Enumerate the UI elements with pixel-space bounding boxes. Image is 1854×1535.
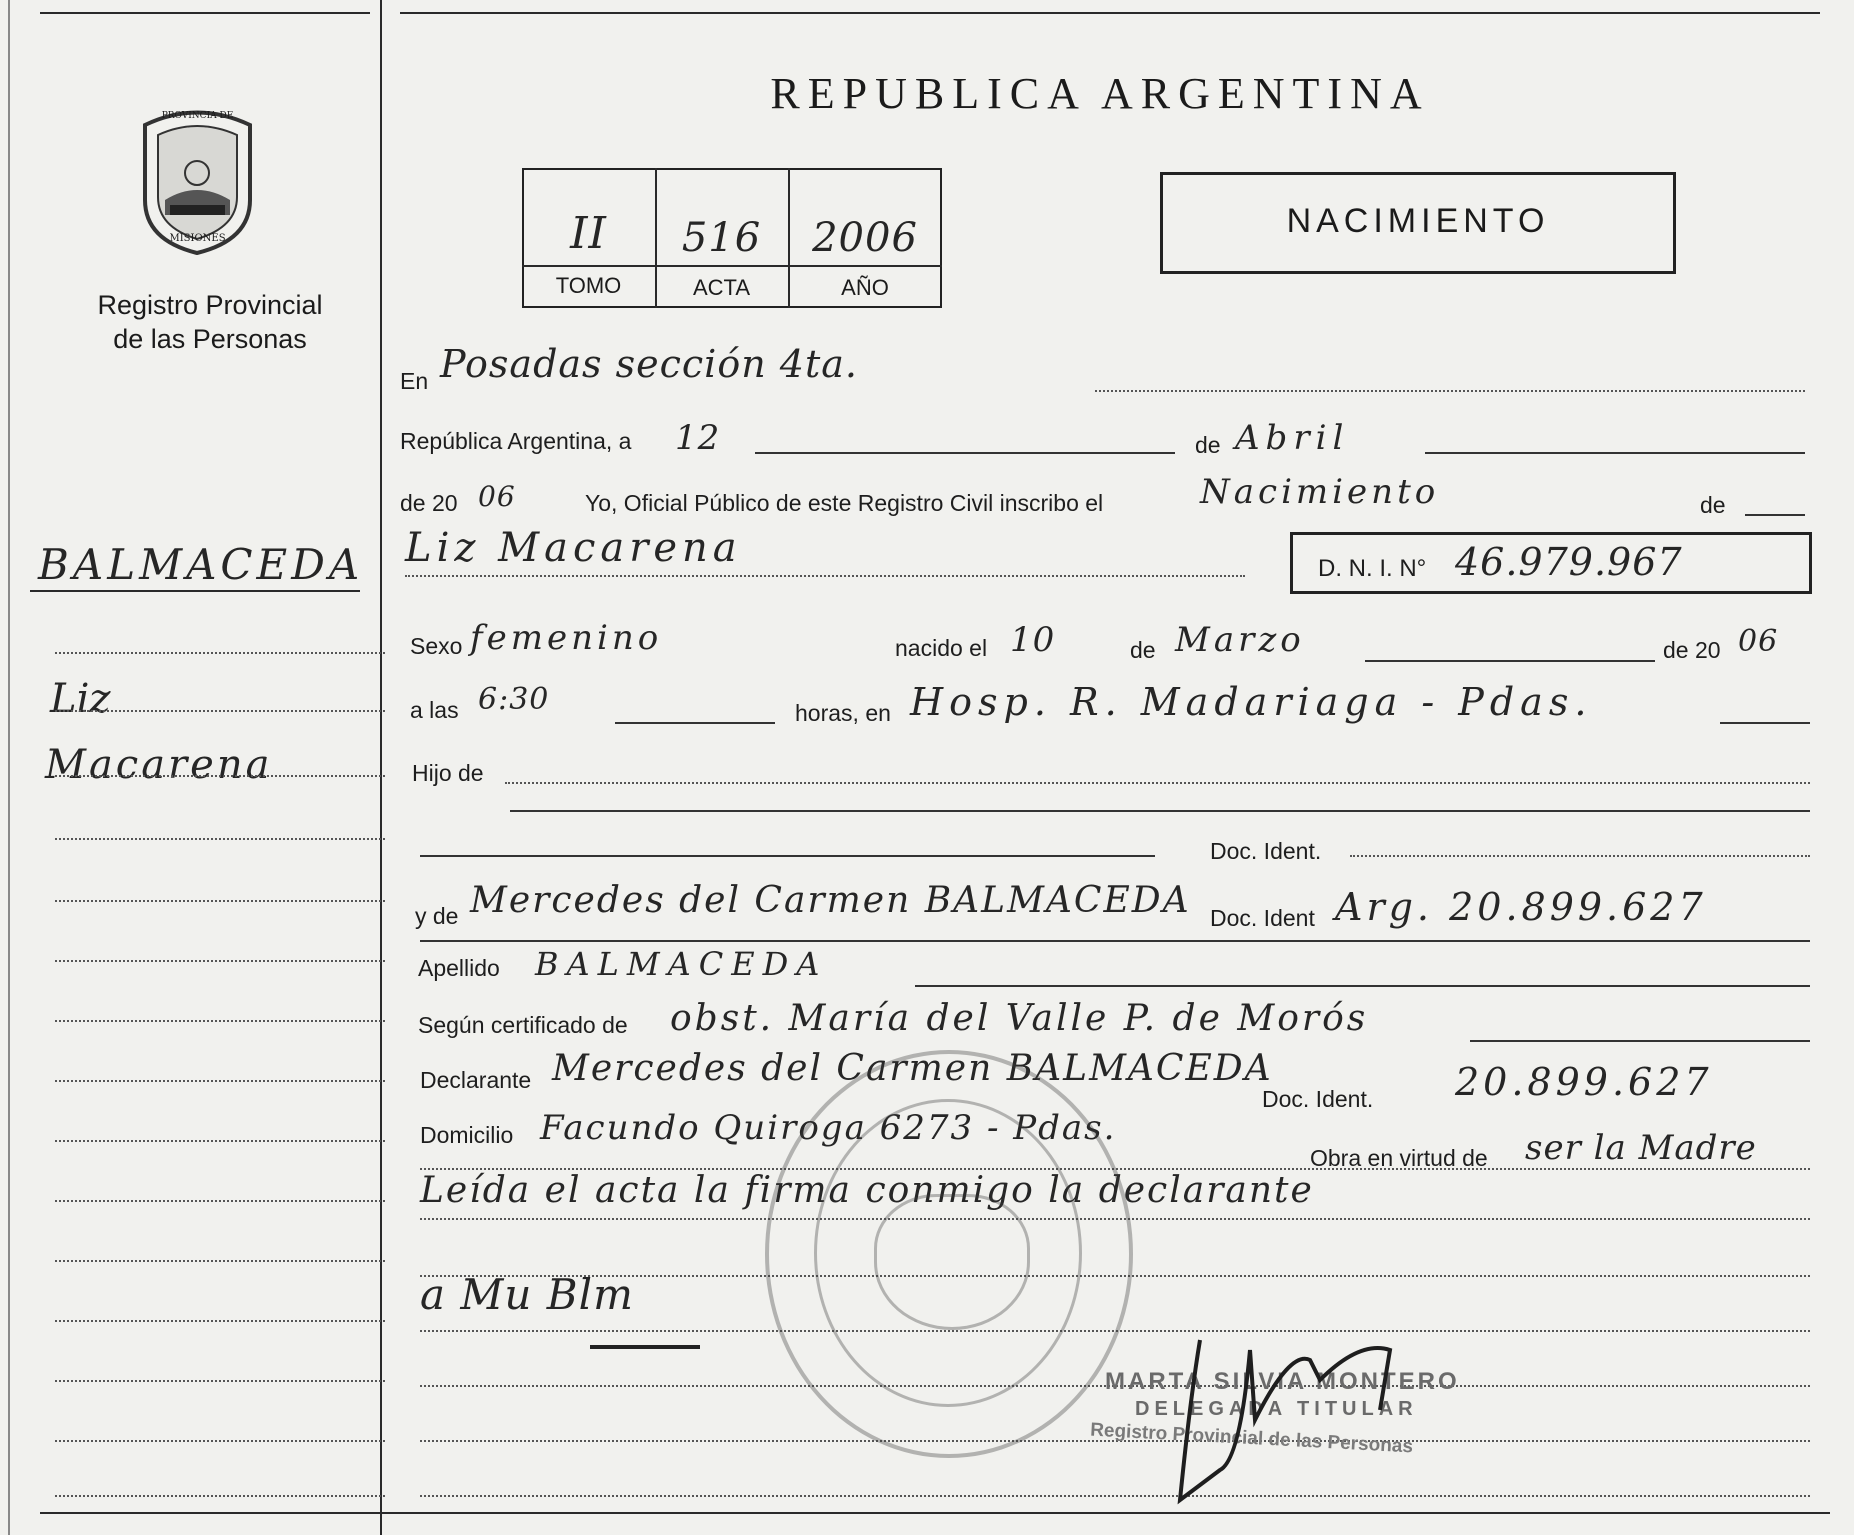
anio-value: 2006 (812, 215, 918, 261)
nacido-label: nacido el (895, 635, 988, 661)
doc-ident-label-3: Doc. Ident. (1262, 1086, 1374, 1112)
hour-value: 6:30 (478, 682, 550, 717)
domicilio-value: Facundo Quiroga 6273 - Pdas. (540, 1108, 1117, 1148)
margin-dots-5 (55, 900, 385, 902)
official-registry: Registro Provincial de las Personas (1089, 1419, 1414, 1458)
segun-value: obst. María del Valle P. de Morós (670, 998, 1369, 1039)
top-border-right (400, 12, 1820, 14)
hijo-line-2 (510, 810, 1810, 812)
official-name: MARTA SILVIA MONTERO (1105, 1368, 1460, 1395)
seal-bottom-text: MISIONES (169, 233, 226, 244)
reading-note: Leída el acta la firma conmigo la declarante (420, 1170, 1314, 1211)
acta-value: 516 (681, 215, 762, 261)
father-doc-line (1350, 855, 1810, 857)
margin-dots-9 (55, 1140, 385, 1142)
tomo-value: II (570, 208, 607, 259)
registry-name-line1: Registro Provincial (97, 290, 323, 320)
birth-year: 06 (1738, 624, 1779, 659)
hijo-line (505, 782, 1810, 784)
doc-ident-label-2: Doc. Ident (1210, 905, 1315, 931)
en-line (1095, 390, 1805, 392)
official-round-stamp (765, 1050, 1133, 1458)
month-value: Abril (1235, 418, 1350, 458)
year-prefix: de 20 (400, 490, 458, 516)
registry-name-line2: de las Personas (113, 324, 307, 354)
margin-line-0 (30, 590, 360, 592)
dni-value: 46.979.967 (1455, 540, 1683, 584)
margin-dots-12 (55, 1320, 385, 1322)
margin-dots-3 (55, 775, 385, 777)
margin-divider (380, 0, 382, 1535)
anio-label: AÑO (841, 275, 889, 300)
margin-dots-1 (55, 652, 385, 654)
day-line (755, 452, 1175, 454)
yde-label: y de (415, 903, 459, 929)
birth-day: 10 (1010, 620, 1056, 660)
margin-dots-4 (55, 838, 385, 840)
bottom-border (40, 1512, 1830, 1514)
domicilio-label: Domicilio (420, 1122, 514, 1148)
stamp-emblem (874, 1194, 1030, 1330)
acta-label: ACTA (692, 275, 751, 300)
obra-value: ser la Madre (1525, 1128, 1757, 1168)
seal-top-text: PROVINCIA DE (161, 111, 234, 121)
doc-ident-label: Doc. Ident. (1210, 838, 1322, 864)
child-name: Liz Macarena (405, 525, 742, 571)
sexo-value: femenino (470, 618, 663, 658)
act-value: Nacimiento (1200, 472, 1440, 512)
registry-seal (130, 105, 265, 255)
margin-dots-10 (55, 1200, 385, 1202)
margin-dots-2 (55, 710, 385, 712)
horas-label: horas, en (795, 700, 891, 726)
de-label-3: de (1130, 637, 1156, 663)
segun-line (1470, 1040, 1810, 1042)
declarante-label: Declarante (420, 1067, 532, 1093)
republica-label: República Argentina, a (400, 428, 632, 454)
sign-line-5 (420, 1495, 1810, 1497)
act-line-end (1745, 514, 1805, 516)
margin-dots-11 (55, 1260, 385, 1262)
country-title: REPUBLICA ARGENTINA (770, 69, 1430, 118)
alas-label: a las (410, 697, 459, 723)
margin-given-1: Liz (50, 676, 111, 722)
margin-dots-7 (55, 1020, 385, 1022)
top-border-left (40, 12, 370, 14)
margin-given-2: Macarena (45, 742, 273, 788)
en-label: En (400, 368, 429, 394)
birth-month-line (1365, 660, 1655, 662)
place-value: Hosp. R. Madariaga - Pdas. (910, 680, 1593, 724)
apellido-value: BALMACEDA (535, 945, 828, 983)
year-value: 06 (478, 480, 516, 513)
signature-underline (590, 1345, 700, 1349)
tomo-label: TOMO (555, 273, 622, 298)
mother-line (420, 940, 1810, 942)
official-signature (1160, 1320, 1440, 1520)
sexo-label: Sexo (410, 633, 463, 659)
de-label-2: de (1700, 492, 1726, 518)
margin-dots-8 (55, 1080, 385, 1082)
de-label-1: de (1195, 432, 1221, 458)
margin-dots-13 (55, 1380, 385, 1382)
mother-doc: Arg. 20.899.627 (1335, 885, 1707, 929)
month-line (1425, 452, 1805, 454)
apellido-line (915, 985, 1810, 987)
mother-name: Mercedes del Carmen BALMACEDA (470, 880, 1191, 921)
father-line (420, 855, 1155, 857)
hijo-label: Hijo de (412, 760, 484, 786)
margin-dots-6 (55, 960, 385, 962)
birth-month: Marzo (1175, 620, 1305, 660)
declarant-signature: a Mu Blm (420, 1270, 634, 1319)
official-title: DELEGADA TITULAR (1135, 1398, 1418, 1420)
box-divider-h (522, 265, 942, 267)
declarante-value: Mercedes del Carmen BALMACEDA (552, 1048, 1273, 1089)
obra-label: Obra en virtud de (1310, 1145, 1488, 1171)
act-type-label: NACIMIENTO (1286, 202, 1550, 240)
margin-dots-14 (55, 1440, 385, 1442)
year-prefix-2: de 20 (1663, 637, 1721, 663)
child-line (405, 575, 1245, 577)
margin-dots-15 (55, 1495, 385, 1497)
place-line (1720, 722, 1810, 724)
day-value: 12 (675, 418, 721, 458)
left-edge (8, 0, 10, 1535)
hour-line (615, 722, 775, 724)
segun-label: Según certificado de (418, 1012, 628, 1038)
margin-surname: BALMACEDA (38, 540, 364, 589)
apellido-label: Apellido (418, 955, 500, 981)
dni-label: D. N. I. N° (1318, 555, 1427, 582)
yo-text: Yo, Oficial Público de este Registro Civil inscribo el (585, 490, 1104, 516)
declarante-doc: 20.899.627 (1455, 1060, 1713, 1104)
en-value: Posadas sección 4ta. (440, 342, 858, 386)
